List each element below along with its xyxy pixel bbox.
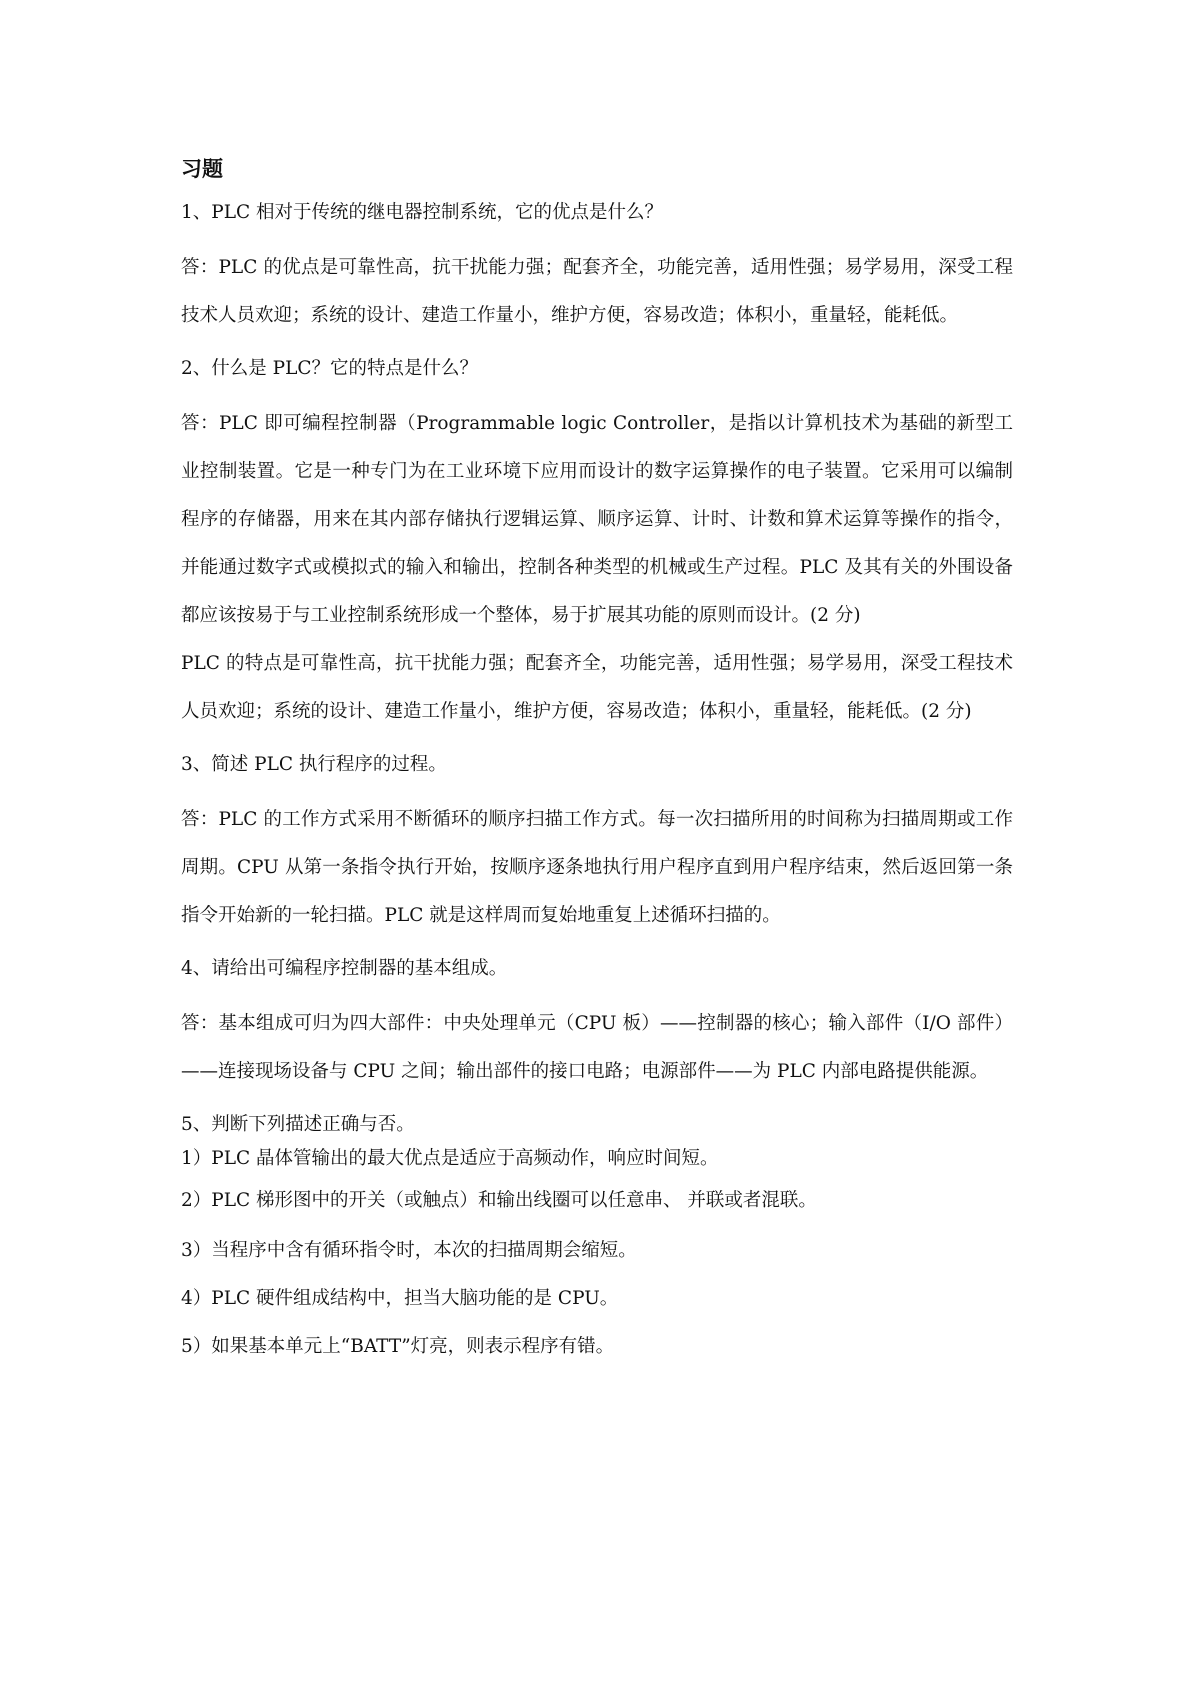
list-item: 4）PLC 硬件组成结构中，担当大脑功能的是 CPU。 <box>181 1288 619 1309</box>
question-5: 5、判断下列描述正确与否。 <box>181 1114 415 1135</box>
list-item: 1）PLC 晶体管输出的最大优点是适应于高频动作，响应时间短。 <box>181 1148 719 1169</box>
answer-4: 答：基本组成可归为四大部件：中央处理单元（CPU 板）——控制器的核心；输入部件（I/O 部件）——连接现场设备与 CPU 之间；输出部件的接口电路；电源部件——为 PLC 内部电路提供能源。 <box>181 1013 1013 1082</box>
document-content <box>181 152 1013 1362</box>
list-item: 3）当程序中含有循环指令时，本次的扫描周期会缩短。 <box>181 1240 637 1261</box>
question-1: 1、PLC 相对于传统的继电器控制系统，它的优点是什么？ <box>181 202 664 223</box>
question-2: 2、什么是 PLC？它的特点是什么？ <box>181 358 479 379</box>
answer-1: 答：PLC 的优点是可靠性高，抗干扰能力强；配套齐全，功能完善，适用性强；易学易用，深受工程技术人员欢迎；系统的设计、建造工作量小，维护方便，容易改造；体积小，重量轻，能耗低。 <box>181 257 1013 326</box>
answer-2-features: PLC 的特点是可靠性高，抗干扰能力强；配套齐全，功能完善，适用性强；易学易用，深受工程技术人员欢迎；系统的设计、建造工作量小，维护方便，容易改造；体积小，重量轻，能耗低。(2 分) <box>181 653 1013 722</box>
answer-3: 答：PLC 的工作方式采用不断循环的顺序扫描工作方式。每一次扫描所用的时间称为扫描周期或工作周期。CPU 从第一条指令执行开始，按顺序逐条地执行用户程序直到用户程序结束，然后返回第一条指令开始新的一轮扫描。PLC 就是这样周而复始地重复上述循环扫描的。 <box>181 809 1013 926</box>
answer-2-definition: 答：PLC 即可编程控制器（Programmable logic Controller，是指以计算机技术为基础的新型工业控制装置。它是一种专门为在工业环境下应用而设计的数字运算操作的电子装置。它采用可以编制程序的存储器，用来在其内部存储执行逻辑运算、顺序运算、计时、计数和算术运算等操作的指令，并能通过数字式或模拟式的输入和输出，控制各种类型的机械或生产过程。PLC 及其有关的外围设备都应该按易于与工业控制系统形成一个整体，易于扩展其功能的原则而设计。(2 分) <box>181 413 1013 626</box>
true-false-list <box>181 1144 1013 1362</box>
document-title: 习题 <box>181 156 223 181</box>
list-item: 5）如果基本单元上“BATT”灯亮，则表示程序有错。 <box>181 1336 615 1357</box>
question-3: 3、简述 PLC 执行程序的过程。 <box>181 754 447 775</box>
question-4: 4、请给出可编程序控制器的基本组成。 <box>181 958 508 979</box>
list-item: 2）PLC 梯形图中的开关（或触点）和输出线圈可以任意串、 并联或者混联。 <box>181 1190 817 1211</box>
